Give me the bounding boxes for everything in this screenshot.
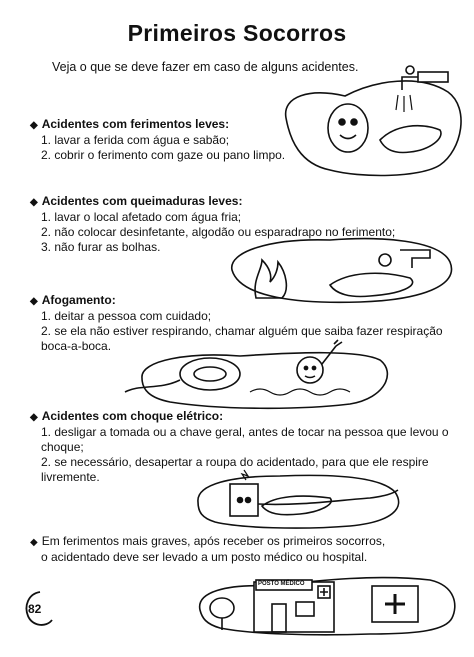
section-heading: Acidentes com ferimentos leves: xyxy=(41,117,230,131)
list-item: 1. deitar a pessoa com cuidado; xyxy=(41,309,212,323)
diamond-bullet-icon: ◆ xyxy=(30,412,38,423)
list-item: boca-a-boca. xyxy=(41,339,112,353)
list-item: 3. não furar as bolhas. xyxy=(41,240,161,254)
diamond-bullet-icon: ◆ xyxy=(30,197,38,208)
list-item: 2. se ela não estiver respirando, chamar alguém que saiba fazer respiração xyxy=(41,324,443,338)
final-note xyxy=(30,534,450,565)
section-ferimentos xyxy=(30,117,285,163)
page-number: 82 xyxy=(28,602,42,616)
list-item: 2. não colocar desinfetante, algodão ou esparadrapo no ferimento; xyxy=(41,225,396,239)
section-queimaduras xyxy=(30,194,395,255)
diamond-bullet-icon: ◆ xyxy=(30,120,38,131)
list-item: 1. desligar a tomada ou a chave geral, antes de tocar na pessoa que levou o xyxy=(41,425,449,439)
section-afogamento xyxy=(30,293,443,354)
section-heading: Acidentes com queimaduras leves: xyxy=(41,194,243,208)
final-note-line: Em ferimentos mais graves, após receber os primeiros socorros, xyxy=(41,534,386,548)
list-item: 2. se necessário, desapertar a roupa do acidentado, para que ele respire xyxy=(41,455,429,469)
final-note-line: o acidentado deve ser levado a um posto médico ou hospital. xyxy=(41,550,368,564)
medical-post-sign: POSTO MÉDICO xyxy=(258,581,305,587)
section-heading: Afogamento: xyxy=(41,293,116,307)
list-item: 1. lavar a ferida com água e sabão; xyxy=(41,133,230,147)
list-item: choque; xyxy=(41,440,84,454)
list-item: livremente. xyxy=(41,470,100,484)
list-item: 1. lavar o local afetado com água fria; xyxy=(41,210,242,224)
list-item: 2. cobrir o ferimento com gaze ou pano limpo. xyxy=(41,148,286,162)
diamond-bullet-icon: ◆ xyxy=(30,537,38,548)
page-title: Primeiros Socorros xyxy=(127,20,347,46)
section-choque xyxy=(30,409,460,485)
medical-post-illustration xyxy=(200,578,455,635)
section-heading: Acidentes com choque elétrico: xyxy=(41,409,224,423)
intro-text: Veja o que se deve fazer em caso de alguns acidentes. xyxy=(52,60,359,74)
wound-washing-illustration xyxy=(286,66,461,175)
diamond-bullet-icon: ◆ xyxy=(30,296,38,307)
